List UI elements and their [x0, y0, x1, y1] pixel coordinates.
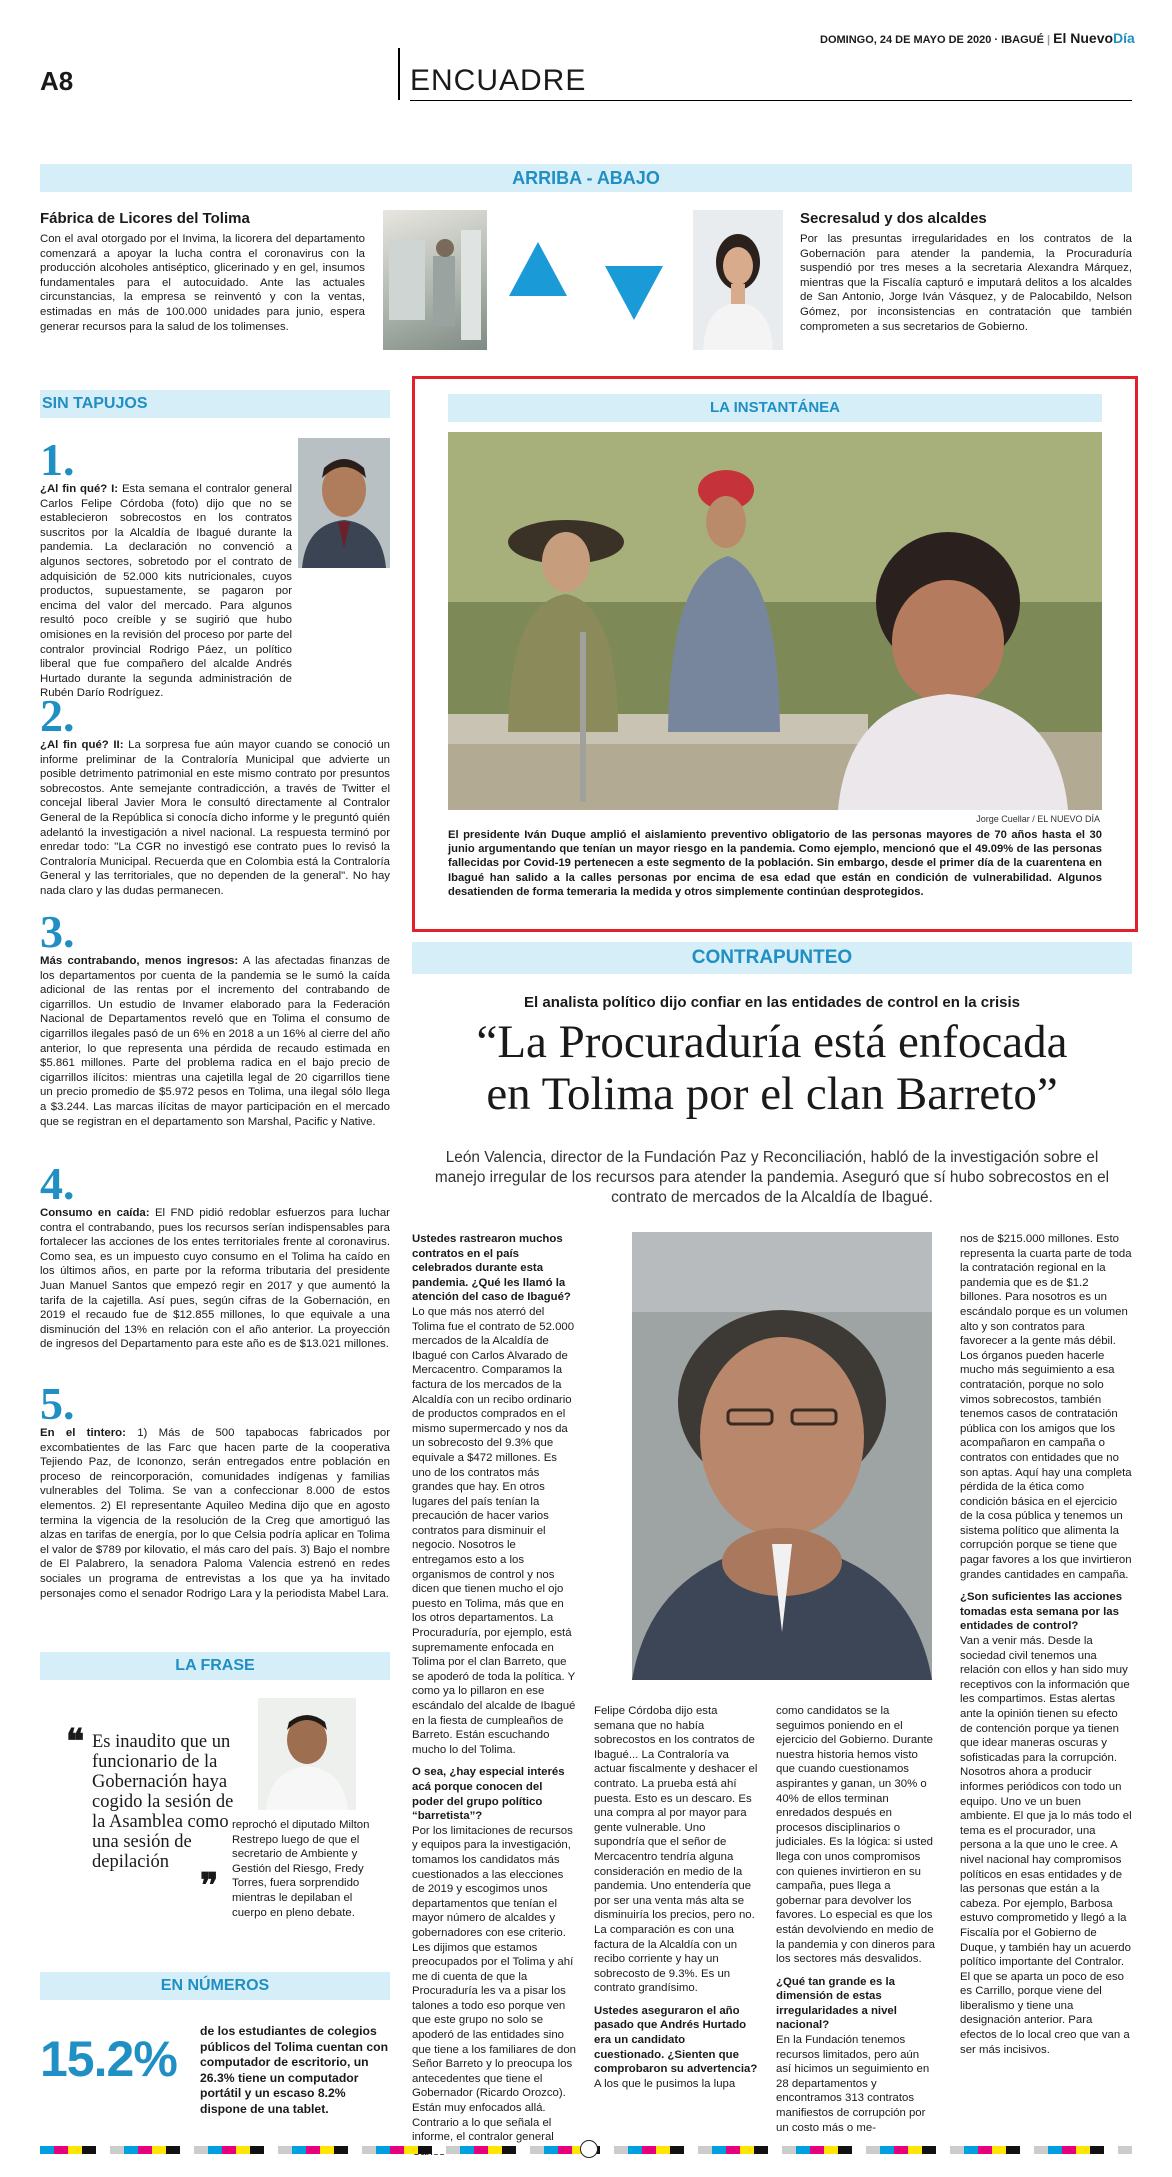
registration-mark: [580, 2140, 598, 2158]
interview-col-1: [412, 1232, 576, 2159]
leon-valencia-photo-art: [632, 1232, 932, 1680]
item-2-text: [40, 738, 390, 899]
contrapunteo-deck: León Valencia, director de la Fundación Paz y Reconciliación, habló de la investigación sobre el manejo irregular de los recursos para atender la pandemia. Aseguró que sí hubo sobrecostos en el contrato de mercados de la Alcaldía de Ibagué.: [434, 1149, 1110, 1206]
contrapunteo-kicker: El analista político dijo confiar en las entidades de control en la crisis: [524, 994, 1020, 1011]
question-4: ¿Qué tan grande es la dimensión de estas irregularidades a nivel nacional?: [776, 1975, 897, 2032]
instantanea-bar: LA INSTANTÁNEA: [448, 394, 1102, 422]
contrapunteo-bar: CONTRAPUNTEO: [412, 942, 1132, 974]
paper-name-b: Día: [1113, 30, 1135, 46]
contralor-photo-art: [298, 438, 390, 568]
item-1-lead: ¿Al fin qué? I:: [40, 483, 119, 495]
interview-col-2: [594, 1704, 758, 2091]
question-5: ¿Son suficientes las acciones tomadas esta semana por las entidades de control?: [960, 1591, 1123, 1633]
item-5-number: 5.: [40, 1378, 75, 1429]
item-1-body-a: Esta semana el contralor general Carlos Felipe Córdoba (foto) dijo que no se establecieron sobrecostos en los contratos suscritos por la Alcaldía de Ibagué durante la pandemia. La declaración no convenció a algunos sectores, sobretodo por el contrato de adquisición de 52.000 kits nutricionales, cuyos productos, supuestamente, se pagaron por encima del valor del mercado. Para algunos resultó poco creíble y se sugirió que hubo omisiones en la revisión del proceso por parte del contralor provincial Rodrigo Páez, un político liberal que fue compañero del alcalde Andrés Hurtado durante la segunda administración de Rubén Darío Rodríguez.: [40, 483, 292, 700]
licorera-photo-art: [383, 210, 487, 350]
secresalud-photo-art: [693, 210, 783, 350]
up-triangle-icon: [507, 238, 569, 300]
page-number: A8: [40, 66, 74, 96]
quote-open-icon: ❝: [66, 1724, 85, 1761]
instantanea-credit: Jorge Cuellar / EL NUEVO DÍA: [976, 814, 1100, 824]
arriba-left-title: Fábrica de Licores del Tolima: [40, 210, 250, 227]
headline-line-1: “La Procuraduría está enfocada: [476, 1016, 1068, 1068]
answer-2: Por los limitaciones de recursos y equipos para la investigación, tomamos los candidatos más cuestionados a las elecciones de 2019 y escogimos unos departamentos que tenían el mayor número de alcaldes y gobernadores con ese criterio. Les dijimos que estamos preocupados por el Tolima y ahí me di cuenta de que la Procuraduría les va a pisar los talones a todo eso porque ven que este grupo no solo se apoderó de las entidades sino que tiene a los familiares de don Señor Barreto y lo preocupa los antecedentes que tiene el Gobernador (Ricardo Orozco). Están muy enfocados allá. Contrario a lo que señala el informe, el contralor general: [412, 1824, 577, 2144]
answer-5: Van a venir más. Desde la sociedad civil tenemos una relación con ellos y han sido muy receptivos con la información que les compartimos. Estas alertas ante la opinión tienen su efecto de contención porque ya tienen que idear maneras oscuras y sofisticadas para la corrupción. Nosotros ahora a producir informes periódicos con todo un equipo. Uno ve un buen ambiente. El que ja lo más todo el tema es el procurador, una persona a la que uno le cree. A nivel nacional hay compromisos políticos en esas entidades y de las personas que están a la cabeza. Por ejemplo, Barbosa estuvo comprometido y llegó a la Fiscalía por el Gobierno de Duque, y también hay un acuerdo político importante del Contralor. El que se aparta un poco de eso es Carrillo, porque viene del liberalismo y tiene una designación anterior. Para efectos de lo local creo que van a ser más incisivos.: [960, 1635, 1132, 2056]
la-frase-bar: LA FRASE: [40, 1652, 390, 1680]
quote-close-icon: ❞: [200, 1868, 219, 1905]
item-3-text: [40, 954, 390, 1129]
dateline: DOMINGO, 24 DE MAYO DE 2020 · IBAGUÉ | El NuevoDía: [820, 30, 1135, 46]
item-1-text: [40, 482, 292, 701]
answer-3: A los que le pusimos la lupa: [594, 2077, 736, 2090]
paper-name: [1053, 30, 1135, 46]
item-2-number: 2.: [40, 690, 75, 741]
instantanea-caption: El presidente Iván Duque amplió el aislamiento preventivo obligatorio de las personas mayores de 70 años hasta el 30 junio argumentando que tenían un mayor riesgo en la pandemia. Como ejemplo, mencionó que el 49.09% de las personas fallecidas por Covid-19 pertenecen a este segmento de la población. Sin embargo, desde el primer día de la cuarentena en Ibagué han salido a la calles personas por encima de esa edad que están en condición de vulnerabilidad. Algunos desatienden de forma temeraria la medida y otros simplemente continúan desprotegidos.: [448, 829, 1102, 898]
headline-line-2: en Tolima por el clan Barreto”: [486, 1068, 1058, 1120]
answer-col4-a: nos de $215.000 millones. Esto representa la cuarta parte de toda la contratación regional en la pandemia que es de $1.2 billones. Para nosotros es un escándalo porque es un volumen alto y son contratos para favorecer a la gente más débil. Los órganos pueden hacerle mucho más seguimiento a esa contratación, porque no solo vimos sobrecostos, también tenemos casos de contratación pública con los amigos que los acompañaron en campaña o contratos con entidades que no son aptas. Aquí hay una completa pérdida de la ética como condición básica en el ejercicio de la cosa pública y tenemos un sistema político que alimenta la corrupción porque se tiene que pagar favores a los que invirtieron grandes cantidades en campaña.: [960, 1233, 1132, 1581]
answer-4: En la Fundación tenemos recursos limitados, pero aún así hicimos un seguimiento en 28 departamentos y encontramos 313 contratos manifiestos de corrupción por un costo más o me-: [776, 2034, 930, 2134]
item-2-lead: ¿Al fin qué? II:: [40, 739, 124, 751]
contrapunteo-headline: [412, 1016, 1132, 1120]
answer-1: Lo que más nos aterró del Tolima fue el contrato de 52.000 mercados de la Alcaldía de Ibagué con Carlos Alvarado de Mercacentro. Comparamos la factura de los mercados de la Alcaldía con un recibo ordinario de productos comprados en el mismo supermercado y nos da un sobrecosto del 9.3% que equivale a $472 millones. Es uno de los contratos más grandes que hay. En otros lugares del país tenían la precaución de hacer varios contratos para disminuir el negocio. Nosotros le entregamos esto a los organismos de control y nos dicen que tienen mucho el ojo puesto en Tolima, más que en los otros departamentos. La Procuraduría, por ejemplo, está supremamente enfocada en Tolima por el clan Barreto, que se apoderó de toda la política. Y como ya lo pillaron en ese escándalo del alcalde de Ibagué en la fiesta de cumpleaños de Barreto. Están escuchando mucho lo del Tolima.: [412, 1305, 576, 1756]
leon-valencia-photo: [632, 1232, 932, 1680]
section-name: ENCUADRE: [410, 64, 587, 97]
secresalud-photo: [693, 210, 783, 350]
frase-quote: Es inaudito que un funcionario de la Gobernación haya cogido la sesión de la Asamblea como una sesión de depilación: [92, 1732, 234, 1872]
arriba-right-title: Secresalud y dos alcaldes: [800, 210, 987, 227]
item-4-number: 4.: [40, 1158, 75, 1209]
header-divider: [398, 48, 400, 100]
instantanea-photo: [448, 432, 1102, 810]
frase-attribution: reprochó el diputado Milton Restrepo luego de que el secretario de Ambiente y Gestión del Riesgo, Fredy Torres, fuera sorprendido mientras le depilaban el cuerpo en pleno debate.: [232, 1819, 370, 1919]
question-1: Ustedes rastrearon muchos contratos en el país celebrados durante esta pandemia. ¿Qué les llamó la atención del caso de Ibagué?: [412, 1233, 571, 1304]
sin-tapujos-bar: SIN TAPUJOS: [40, 390, 390, 418]
item-3-number: 3.: [40, 906, 75, 957]
item-4-text: [40, 1206, 390, 1352]
item-5-text: [40, 1426, 390, 1601]
item-3-lead: Más contrabando, menos ingresos:: [40, 955, 239, 967]
answer-col3-a: como candidatos se la seguimos poniendo en el ejercicio del Gobierno. Durante nuestra historia hemos visto que cuando cuestionamos aspirantes y ganan, un 30% o 40% de ellos terminan enredados después en procesos disciplinarios o judiciales. Es la lógica: si usted llega con unos compromisos con quienes invirtieron en su campaña, pues llega a gobernar para devolver los favores. Lo especial es que los están devolviendo en medio de la pandemia y con dineros para los sectores más desvalidos.: [776, 1705, 935, 1966]
item-4-body: El FND pidió redoblar esfuerzos para luchar contra el contrabando, pues los recursos serían indispensables para fortalecer las acciones de los entes territoriales frente al coronavirus. Como sea, es un impuesto cuyo consumo en el Tolima ha caído en los últimos años, en parte por la reforma tributaria del presidente Juan Manuel Santos que empezó regir en 2017 y que aumentó la tarifa de la cajetilla. Así pues, según cifras de la Gobernación, en 2019 el recaudo fue de $12.855 millones, lo que equivale a una disminución del 13% en relación con el año anterior. La proyección de ingresos del Departamento para este año es de $13.021 millones.: [40, 1207, 390, 1351]
arriba-abajo-bar: ARRIBA - ABAJO: [40, 164, 1132, 192]
header-underline: [410, 100, 1132, 101]
diputado-photo: [258, 1698, 356, 1810]
licorera-photo: [383, 210, 487, 350]
en-numeros-text: de los estudiantes de colegios públicos del Tolima cuentan con computador de escritorio, un 26.3% tiene un computador portátil y un escaso 8.2% dispone de una tablet.: [200, 2024, 389, 2116]
item-5-body: 1) Más de 500 tapabocas fabricados por excombatientes de las Farc que hacen parte de la cooperativa Tejiendo Paz, de Icononzo, serán entregados entre población en proceso de reincorporación, comunidades indígenas y familias vulnerables del Tolima. Se van a confeccionar 8.000 de estos elementos. 2) El representante Aquileo Medina dijo que en agosto termina la vigencia de la resolución de la Creg que amortiguó las alzas en tarifas de energía, por lo que Celsia podría aplicar en Tolima el valor de $789 por kilovatio, el más caro del país. 3) Bajo el nombre de El Palabrero, la senadora Paloma Valencia estrenó en redes sociales un programa de entrevistas a los que ya ha invitado personajes como el senador Rodrigo Lara y la periodista Mabel Lara.: [40, 1427, 390, 1600]
paper-name-a: El Nuevo: [1053, 30, 1114, 46]
dateline-text: DOMINGO, 24 DE MAYO DE 2020 · IBAGUÉ: [820, 34, 1044, 46]
item-4-lead: Consumo en caída:: [40, 1207, 150, 1219]
en-numeros-bar: EN NÚMEROS: [40, 1972, 390, 2000]
arriba-right-text: Por las presuntas irregularidades en los contratos de la Gobernación para atender la pandemia, la Procuraduría suspendió por tres meses a la secretaria Alexandra Márquez, mientras que la Fiscalía capturó e imputará delitos a los alcaldes de San Antonio, Jorge Iván Vásquez, y de Palocabildo, Nelson Gómez, por inconsistencias en contratación que también comprometen a sus secretarios de Gobierno.: [800, 233, 1132, 333]
item-1-number: 1.: [40, 434, 75, 485]
diputado-photo-art: [258, 1698, 356, 1810]
item-3-body: A las afectadas finanzas de los departamentos por cuenta de la pandemia se le sumó la caída adicional de las rentas por el incremento del contrabando de cigarrillos. Un estudio de Invamer elaborado para la Federación Nacional de Departamentos reveló que en Tolima el consumo de cigarrillos ilegales pasó de un 6% en 2018 a un 16% al cierre del año anterior, lo que representa una pérdida de recaudo estimada en $5.861 millones. Parte del problema radica en el bajo precio de cigarrillos ilícitos: mientras una cajetilla legal de 20 cigarrillos tiene un precio promedio de $5.972 pesos en Tolima, una ilegal sólo llega a $3.244. Las marcas ilícitas de mayor participación en el mercado que se registran en el departamento son Marshal, Pacific y Native.: [40, 955, 390, 1128]
question-2: O sea, ¿hay especial interés acá porque conocen del poder del grupo político “barretista”?: [412, 1766, 565, 1823]
instantanea-photo-art: [448, 432, 1102, 810]
en-numeros-figure: 15.2%: [40, 2031, 177, 2087]
down-triangle-icon: [603, 262, 665, 324]
item-5-lead: En el tintero:: [40, 1427, 126, 1439]
item-2-body: La sorpresa fue aún mayor cuando se conoció un informe preliminar de la Contraloría Municipal que advierte un posible detrimento patrimonial en este mismo contrato por presuntos sobrecostos. Ante semejante contradicción, a través de Twitter el concejal liberal Javier Mora le consultó directamente al Contralor General de la República si conocía dicho informe y le preguntó quién adelantó la investigación a nivel nacional. La respuesta terminó por enredar todo: "La CGR no investigó ese contrato pues lo revisó la Contraloría Municipal. Recuerda que en Colombia está la Contraloría General y las territoriales, que no dependen de la general". No hay nada claro y las dudas permanecen.: [40, 739, 390, 897]
interview-col-3: [776, 1704, 936, 2135]
question-3: Ustedes aseguraron el año pasado que Andrés Hurtado era un candidato cuestionado. ¿Sienten que comprobaron su advertencia?: [594, 2004, 758, 2076]
arriba-left-text: Con el aval otorgado por el Invima, la licorera del departamento comenzará a apoyar la lucha contra el coronavirus con la producción alcoholes antiséptico, glicerinado y en gel, insumos fundamentales para el autocuidado. Ante las actuales circunstancias, la empresa se reinventó y con la ventas, estimadas en más de 100.000 unidades para junio, espera generar recursos para la salud de los tolimenses.: [40, 233, 365, 333]
answer-col2-a: Felipe Córdoba dijo esta semana que no había sobrecostos en los contratos de Ibagué... La Contraloría va actuar fiscalmente y deshacer el contrato. La prueba está ahí puesta. Esto es un descaro. Es una compra al por mayor para gente vulnerable. Uno supondría que el señor de Mercacentro tendría alguna consideración en medio de la pandemia. Uno entendería que por ser una venta más alta se disminuiría los precios, pero no. La comparación es con una factura de la Alcaldía con un recibo corriente y hay un sobrecosto de 9.3%. Es un contrato grandísimo.: [594, 1705, 758, 1995]
contralor-photo: [298, 438, 390, 568]
interview-col-4: [960, 1232, 1132, 2057]
